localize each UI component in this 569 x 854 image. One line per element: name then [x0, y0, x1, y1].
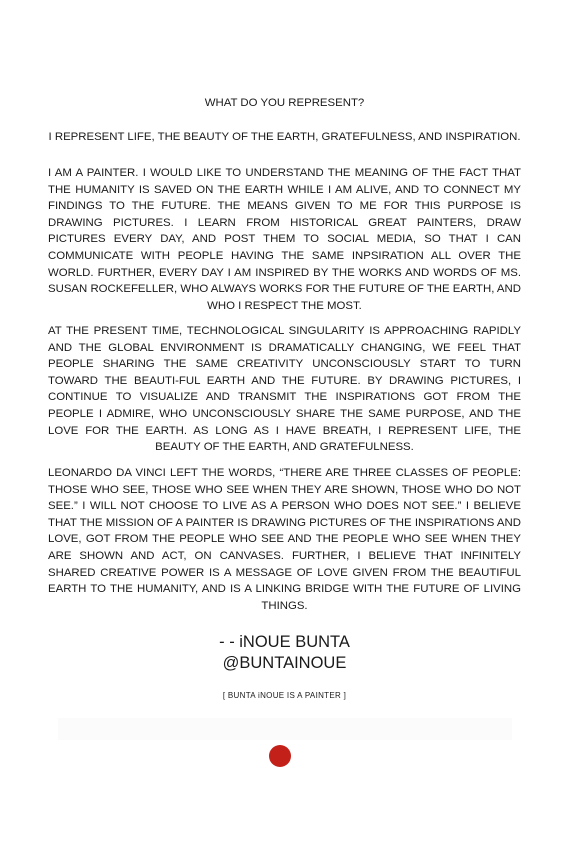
- page-title: WHAT DO YOU REPRESENT?: [204, 97, 365, 109]
- red-circle-icon: [269, 745, 291, 767]
- intro-statement: I REPRESENT LIFE, THE BEAUTY OF THE EARTH, GRATEFULNESS, AND INSPIRATION.: [48, 131, 521, 143]
- signature-handle: @BUNTAINOUE: [222, 654, 347, 672]
- paragraph-singularity: AT THE PRESENT TIME, TECHNOLOGICAL SINGULARITY IS APPROACHING RAPIDLY AND THE GLOBAL ENVIRONMENT IS DRAMATICALLY CHANGING, WE FEEL THAT PEOPLE SHARING THE SAME CREATIVITY UNCONSCIOUSLY START TO TURN TOWARD THE BEAUTI-FUL EARTH AND THE FUTURE. BY DRAWING PICTURES, I CONTINUE TO VISUALIZE AND TRANSMIT THE INSPIRATIONS GOT FROM THE PEOPLE I ADMIRE, WHO UNCONSCIOUSLY SHARE THE SAME PURPOSE, AND THE LOVE FOR THE EARTH. AS LONG AS I HAVE BREATH, I REPRESENT LIFE, THE BEAUTY OF THE EARTH, AND GRATEFULNESS.: [48, 325, 521, 454]
- signature-name: - - iNOUE BUNTA: [219, 633, 350, 651]
- paragraph-da-vinci: LEONARDO DA VINCI LEFT THE WORDS, “THERE ARE THREE CLASSES OF PEOPLE: THOSE WHO SEE, THOSE WHO SEE WHEN THEY ARE SHOWN, THOSE WHO DO NOT SEE.” I WILL NOT CHOOSE TO LIVE AS A PERSON WHO DOES NOT SEE.” I BELIEVE THAT THE MISSION OF A PAINTER IS DRAWING PICTURES OF THE INSPIRATIONS AND LOVE, GOT FROM THE PEOPLE WHO SEE AND THE PEOPLE WHO SEE WHEN THEY ARE SHOWN AND ACT, ON CANVASES. FURTHER, I BELIEVE THAT INFINITELY SHARED CREATIVE POWER IS A MESSAGE OF LOVE GIVEN FROM THE BEAUTIFUL EARTH TO THE HUMANITY, AND IS A LINKING BRIDGE WITH THE FUTURE OF LIVING THINGS.: [48, 467, 521, 612]
- tagline: [ BUNTA iNOUE IS A PAINTER ]: [222, 691, 347, 700]
- paragraph-painter: I AM A PAINTER. I WOULD LIKE TO UNDERSTAND THE MEANING OF THE FACT THAT THE HUMANITY IS SAVED ON THE EARTH WHILE I AM ALIVE, AND TO CONNECT MY FINDINGS TO THE FUTURE. THE MEANS GIVEN TO ME FOR THIS PURPOSE IS DRAWING PICTURES. I LEARN FROM HISTORICAL GREAT PAINTERS, DRAW PICTURES EVERY DAY, AND POST THEM TO SOCIAL MEDIA, SO THAT I CAN COMMUNICATE WITH PEOPLE HAVING THE SAME INPSIRATION ALL OVER THE WORLD. FURTHER, EVERY DAY I AM INSPIRED BY THE WORKS AND WORDS OF MS. SUSAN ROCKEFELLER, WHO ALWAYS WORKS FOR THE FUTURE OF THE EARTH, AND WHO I RESPECT THE MOST.: [48, 167, 521, 312]
- divider-band: [58, 718, 512, 740]
